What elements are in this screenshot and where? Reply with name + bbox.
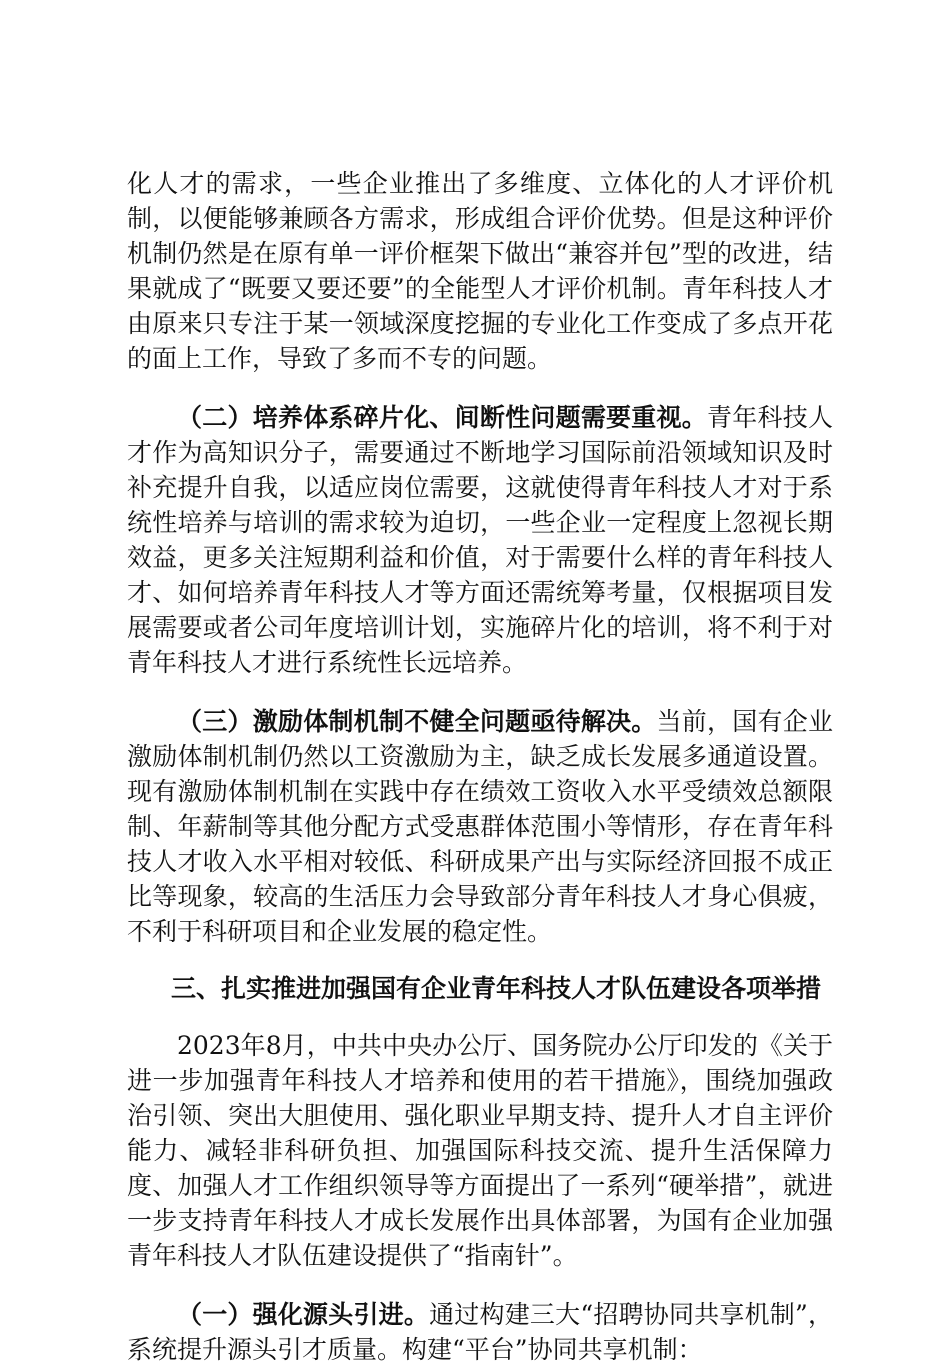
document-body: [127, 166, 833, 1367]
paragraph-source-recruitment: [127, 1297, 833, 1367]
paragraph-gap: [127, 1273, 833, 1297]
subheading-source-recruitment: （一）强化源头引进。: [177, 1300, 430, 1329]
paragraph-text: 化人才的需求，一些企业推出了多维度、立体化的人才评价机制，以便能够兼顾各方需求，形成组合评价优势。但是这种评价机制仍然是在原有单一评价框架下做出“兼容并包”型的改进，结果就成了“既要又要还要”的全能型人才评价机制。青年科技人才由原来只专注于某一领域深度挖掘的专业化工作变成了多点开花的面上工作，导致了多而不专的问题。: [127, 169, 833, 373]
paragraph-evaluation-continued: [127, 166, 833, 376]
paragraph-text: 当前，国有企业激励体制机制仍然以工资激励为主，缺乏成长发展多通道设置。现有激励体制机制在实践中存在绩效工资收入水平受绩效总额限制、年薪制等其他分配方式受惠群体范围小等情形，存在青年科技人才收入水平相对较低、科研成果产出与实际经济回报不成正比等现象，较高的生活压力会导致部分青年科技人才身心俱疲，不利于科研项目和企业发展的稳定性。: [127, 707, 833, 946]
paragraph-text: 青年科技人才作为高知识分子，需要通过不断地学习国际前沿领域知识及时补充提升自我，以适应岗位需要，这就使得青年科技人才对于系统性培养与培训的需求较为迫切，一些企业一定程度上忽视长期效益，更多关注短期利益和价值，对于需要什么样的青年科技人才、如何培养青年科技人才等方面还需统筹考量，仅根据项目发展需要或者公司年度培训计划，实施碎片化的培训，将不利于对青年科技人才进行系统性长远培养。: [127, 403, 833, 677]
paragraph-gap: [127, 1006, 833, 1028]
paragraph-text: 2023年8月，中共中央办公厅、国务院办公厅印发的《关于进一步加强青年科技人才培养和使用的若干措施》，围绕加强政治引领、突出大胆使用、强化职业早期支持、提升人才自主评价能力、减轻非科研负担、加强国际科技交流、提升生活保障力度、加强人才工作组织领导等方面提出了一系列“硬举措”，就进一步支持青年科技人才成长发展作出具体部署，为国有企业加强青年科技人才队伍建设提供了“指南针”。: [127, 1031, 833, 1270]
paragraph-gap: [127, 376, 833, 400]
paragraph-gap: [127, 949, 833, 971]
paragraph-text: 通过构建三大“招聘协同共享机制”，系统提升源头引才质量。构建“平台”协同共享机制：: [127, 1300, 833, 1364]
section-heading-three: 三、扎实推进加强国有企业青年科技人才队伍建设各项举措: [171, 974, 822, 1003]
paragraph-policy-2023: [127, 1028, 833, 1273]
subheading-training-system: （二）培养体系碎片化、间断性问题需要重视。: [177, 403, 708, 432]
paragraph-incentive-system: [127, 704, 833, 949]
paragraph-training-system: [127, 400, 833, 680]
subheading-incentive-system: （三）激励体制机制不健全问题亟待解决。: [177, 707, 657, 736]
paragraph-gap: [127, 680, 833, 704]
